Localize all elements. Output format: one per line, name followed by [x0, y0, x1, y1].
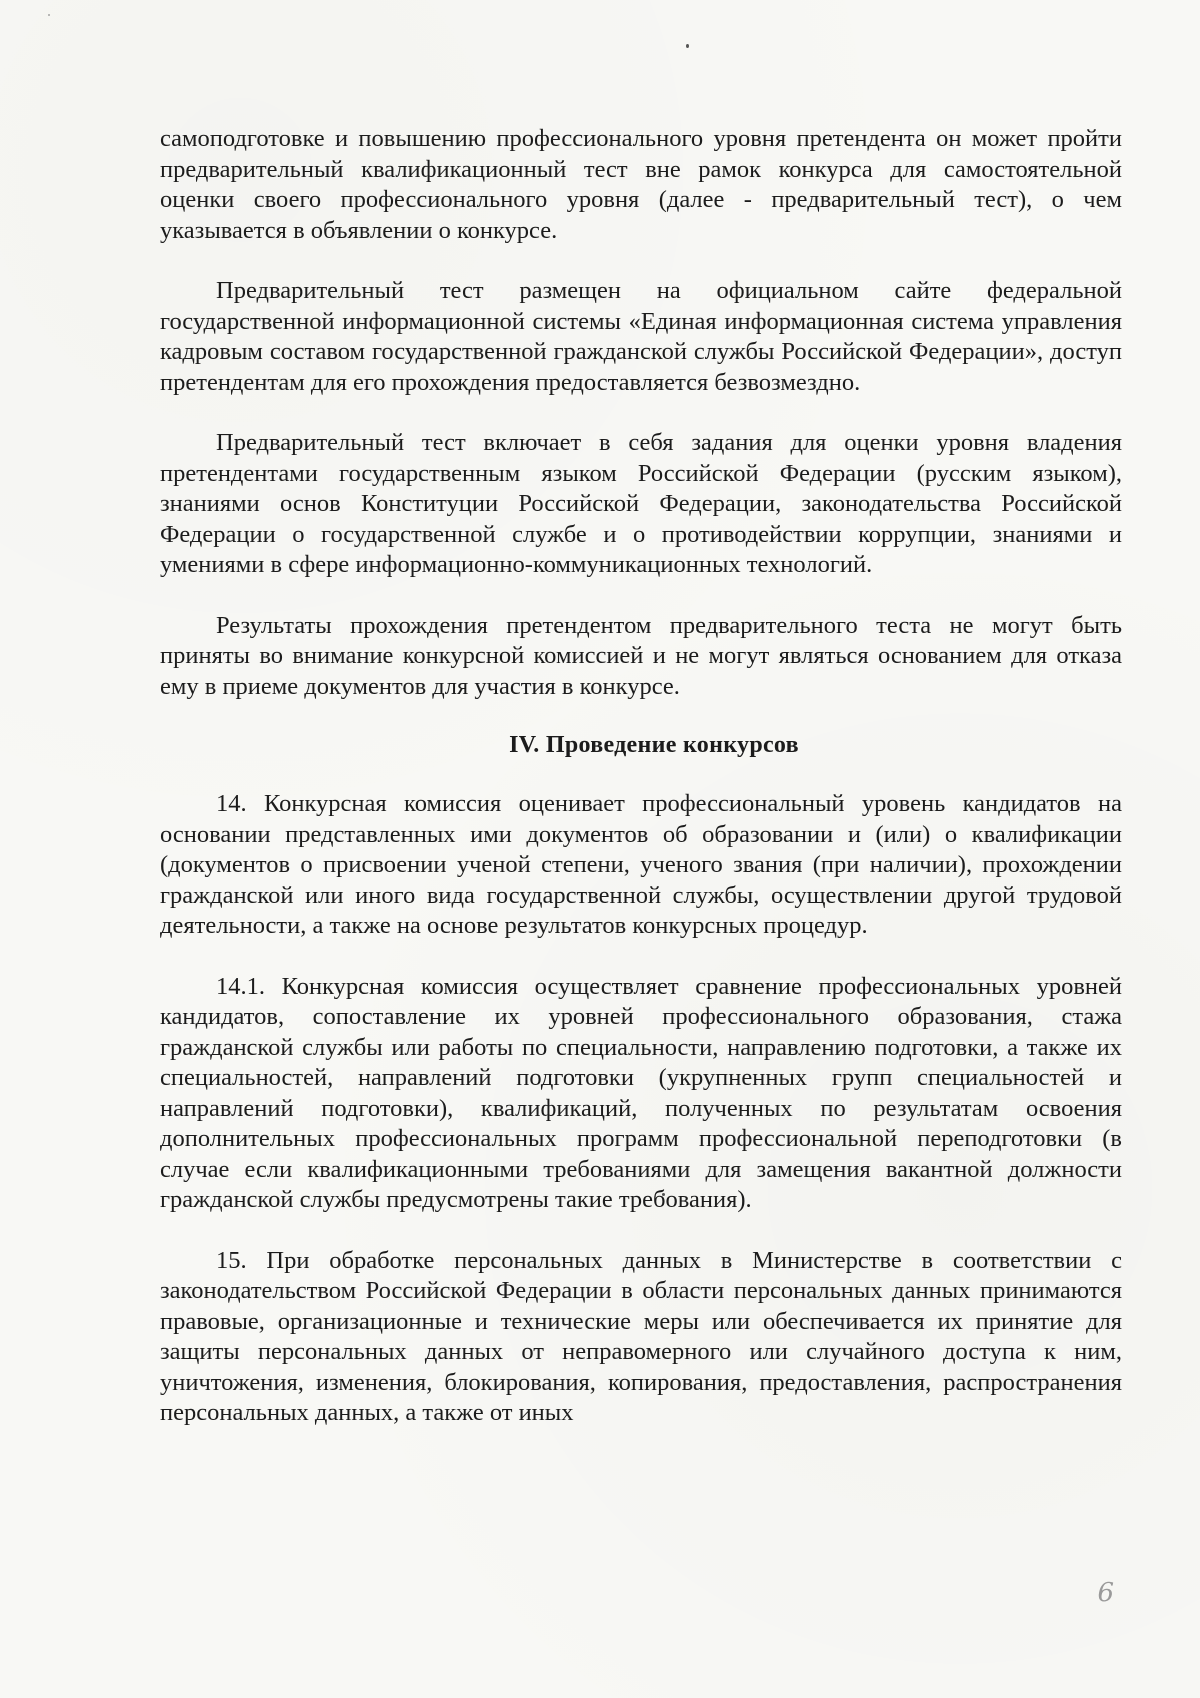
- paragraph-preliminary-test-results: Результаты прохождения претендентом предварительного теста не могут быть приняты во внимание конкурсной комиссией и не могут являться основанием для отказа ему в приеме документов для участия в конкурсе.: [160, 611, 1122, 700]
- paragraph-preliminary-test-content: Предварительный тест включает в себя задания для оценки уровня владения претендентами государственным языком Российской Федерации (русским языком), знаниями основ Конституции Российской Федерации, законодательства Российской Федерации о государственной службе и о противодействии коррупции, знаниями и умениями в сфере информационно-коммуникационных технологий.: [160, 429, 1122, 578]
- section-heading: IV. Проведение конкурсов: [509, 732, 799, 758]
- paragraph-item-14: 14. Конкурсная комиссия оценивает профессиональный уровень кандидатов на основании представленных ими документов об образовании и (или) о квалификации (документов о присвоении ученой степени, ученого звания (при наличии), прохождении гражданской или иного вида государственной службы, осуществлении другой трудовой деятельности, а также на основе результатов конкурсных процедур.: [160, 790, 1122, 939]
- document-body: [160, 124, 1122, 1429]
- paragraph-item-14-1: 14.1. Конкурсная комиссия осуществляет сравнение профессиональных уровней кандидатов, сопоставление их уровней профессионального образования, стажа гражданской службы или работы по специальности, направлению подготовки, а также их специальностей, направлений подготовки (укрупненных групп специальностей и направлений подготовки), квалификаций, полученных по результатам освоения дополнительных профессиональных программ профессиональной переподготовки (в случае если квалификационными требованиями для замещения вакантной должности гражданской службы предусмотрены такие требования).: [160, 972, 1122, 1213]
- scan-speck: [686, 44, 689, 48]
- scan-speck: [48, 14, 50, 16]
- paragraph-continuation: самоподготовке и повышению профессионального уровня претендента он может пройти предварительный квалификационный тест вне рамок конкурса для самостоятельной оценки своего профессионального уровня (далее - предварительный тест), о чем указывается в объявлении о конкурсе.: [160, 125, 1122, 244]
- paragraph-item-15: 15. При обработке персональных данных в Министерстве в соответствии с законодательством Российской Федерации в области персональных данных принимаются правовые, организационные и технические меры или обеспечивается их принятие для защиты персональных данных от неправомерного или случайного доступа к ним, уничтожения, изменения, блокирования, копирования, предоставления, распространения персональных данных, а также от иных: [160, 1246, 1122, 1426]
- page-number: 6: [1097, 1578, 1114, 1608]
- paragraph-preliminary-test-location: Предварительный тест размещен на официальном сайте федеральной государственной информационной системы «Единая информационная система управления кадровым составом государственной гражданской службы Российской Федерации», доступ претендентам для его прохождения предоставляется безвозмездно.: [160, 277, 1122, 396]
